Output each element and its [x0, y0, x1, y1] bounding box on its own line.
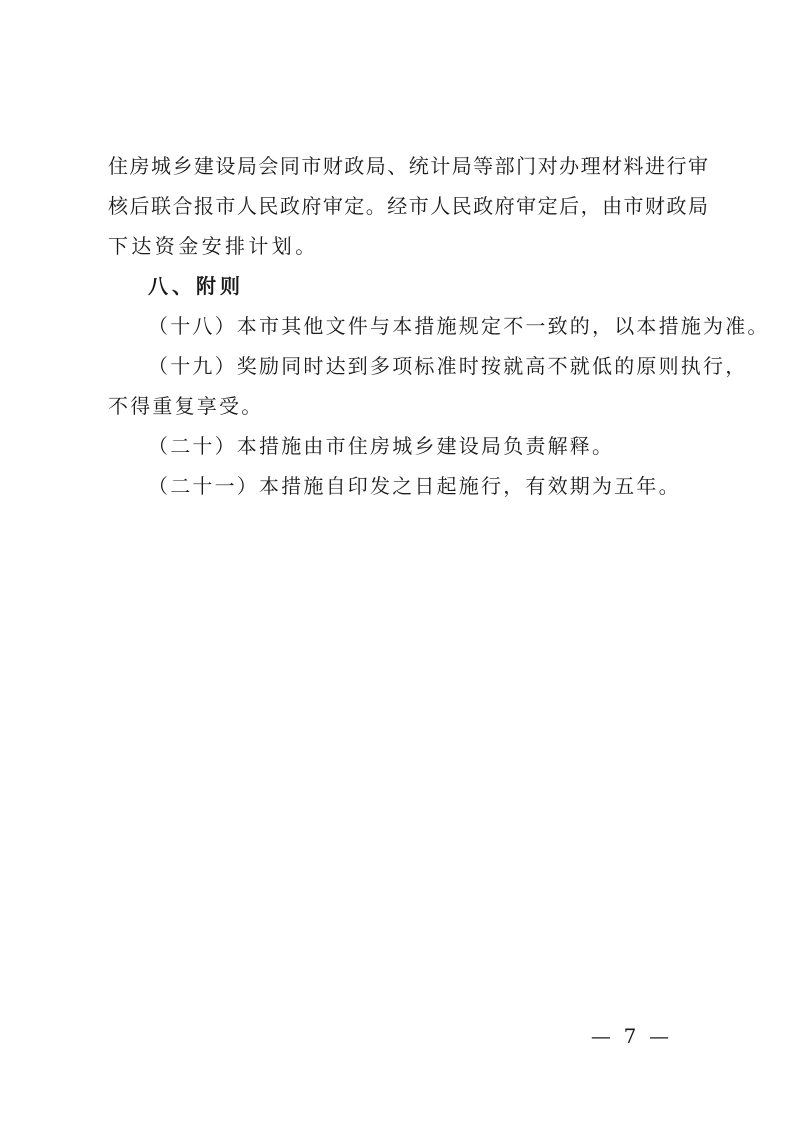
paragraph-line: 下达资金安排计划。 — [108, 234, 319, 258]
clause-19-line-2: 不得重复享受。 — [108, 394, 264, 418]
section-heading: 八、附则 — [148, 274, 244, 298]
page-number: — 7 — — [590, 1024, 670, 1048]
paragraph-line: 住房城乡建设局会同市财政局、统计局等部门对办理材料进行审 — [108, 154, 708, 178]
clause-20: （二十）本措施由市住房城乡建设局负责解释。 — [148, 434, 615, 458]
document-body — [108, 146, 770, 506]
clause-21: （二十一）本措施自印发之日起施行，有效期为五年。 — [148, 474, 681, 498]
clause-19-line-1: （十九）奖励同时达到多项标准时按就高不就低的原则执行， — [148, 354, 748, 378]
clause-18: （十八）本市其他文件与本措施规定不一致的，以本措施为准。 — [148, 314, 770, 338]
paragraph-line: 核后联合报市人民政府审定。经市人民政府审定后，由市财政局 — [108, 194, 708, 218]
